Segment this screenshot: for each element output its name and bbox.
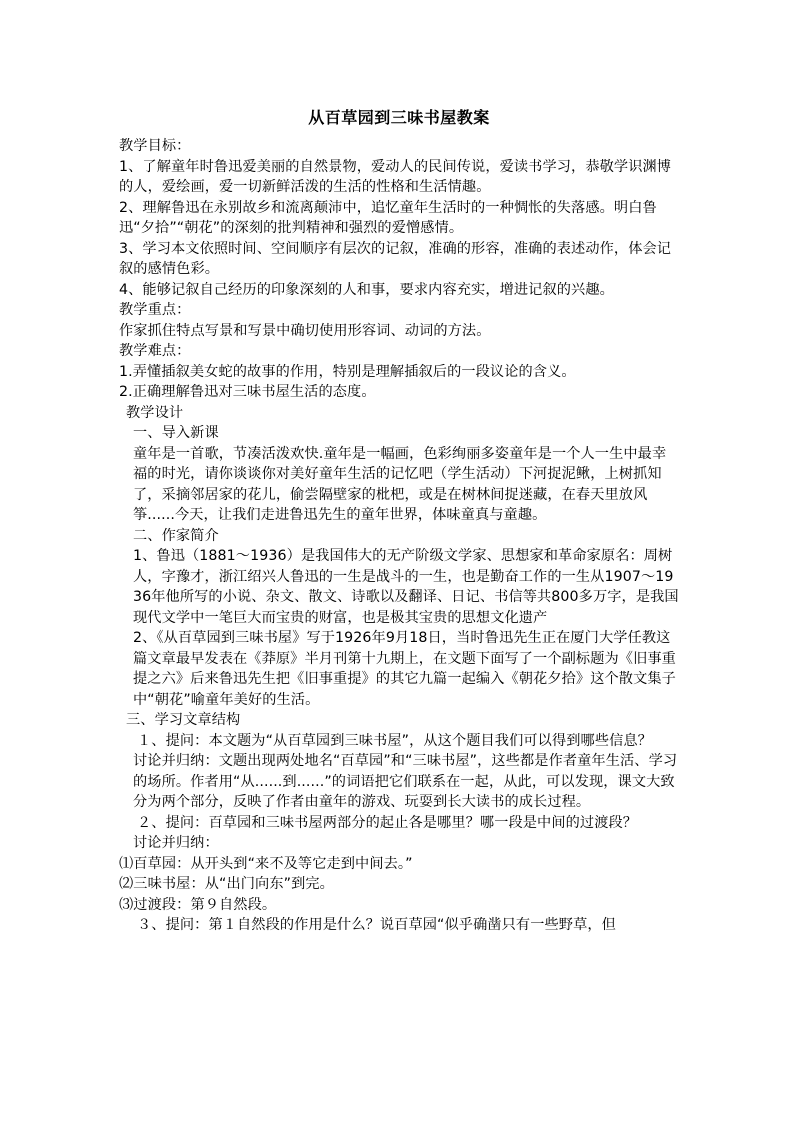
section-heading-author: 二、作家简介 bbox=[133, 527, 219, 544]
section-heading-structure: 三、学习文章结构 bbox=[126, 712, 241, 728]
question-3: ３、提问：第１自然段的作用是什么？说百草园“似乎确凿只有一些野草，但 bbox=[137, 917, 616, 933]
structure-item-3: ⑶过渡段：第９自然段。 bbox=[119, 896, 277, 913]
difficulty-item-2: 2.正确理解鲁迅对三味书屋生活的态度。 bbox=[119, 384, 376, 400]
goal-item-3: 3、学习本文依照时间、空间顺序有层次的记叙，准确的形容，准确的表述动作，体会记叙的感情色彩。 bbox=[119, 240, 672, 277]
intro-paragraph: 童年是一首歌，节凑活泼欢快.童年是一幅画，色彩绚丽多姿童年是一个人一生中最幸福的时光，请你谈谈你对美好童年生活的记忆吧（学生活动）下河捉泥鳅，上树抓知了，采摘邻居家的花儿，偷尝隔壁家的枇杷，或是在树林间捉迷藏，在春天里放风筝......今天，让我们走进鲁迅先生的童年世界，体味童真与童趣。 bbox=[133, 445, 667, 523]
author-paragraph-2: 2、《从百草园到三味书屋》写于1926年9月18日，当时鲁迅先生正在厦门大学任教这篇文章最早发表在《莽原》半月刊第十九期上，在文题下面写了一个副标题为《旧事重提之六》后来鲁迅先生把《旧事重提》的其它九篇一起编入《朝花夕拾》这个散文集子中“朝花”喻童年美好的生活。 bbox=[133, 630, 676, 708]
document-title: 从百草园到三味书屋教案 bbox=[308, 108, 490, 127]
structure-item-2: ⑵三味书屋：从“出门向东”到完。 bbox=[119, 876, 334, 892]
author-paragraph-1: 1、鲁迅（1881～1936）是我国伟大的无产阶级文学家、思想家和革命家原名：周树人，字豫才，浙江绍兴人鲁迅的一生是战斗的一生，也是勤奋工作的一生从1907～1936年他所写的小说、杂文、散文、诗歌以及翻译、日记、书信等共800多万字，是我国现代文学中一笔巨大而宝贵的财富，也是极其宝贵的思想文化遗产 bbox=[133, 548, 679, 626]
document-body bbox=[119, 106, 679, 936]
structure-item-1: ⑴百草园：从开头到“来不及等它走到中间去。” bbox=[119, 855, 413, 872]
question-1: １、提问：本文题为“从百草园到三味书屋”，从这个题目我们可以得到哪些信息？ bbox=[137, 732, 652, 749]
question-2: ２、提问：百草园和三味书屋两部分的起止各是哪里？哪一段是中间的过渡段？ bbox=[137, 814, 638, 831]
heading-key-points: 教学重点： bbox=[119, 302, 191, 318]
heading-teaching-design: 教学设计 bbox=[126, 404, 184, 421]
goal-item-2: 2、理解鲁迅在永别故乡和流离颠沛中，追忆童年生活时的一种惆怅的失落感。明白鲁迅“夕拾”“朝花”的深刻的批判精神和强烈的爱憎感情。 bbox=[119, 199, 657, 236]
heading-teaching-goals: 教学目标： bbox=[119, 138, 191, 154]
goal-item-1: 1、了解童年时鲁迅爱美丽的自然景物，爱动人的民间传说，爱读书学习，恭敬学识渊博的人，爱绘画，爱一切新鲜活泼的生活的性格和生活情趣。 bbox=[119, 158, 672, 195]
discussion-2-heading: 讨论并归纳： bbox=[133, 835, 219, 851]
section-heading-intro: 一、导入新课 bbox=[133, 425, 219, 441]
heading-difficulties: 教学难点： bbox=[119, 343, 191, 359]
goal-item-4: 4、能够记叙自己经历的印象深刻的人和事，要求内容充实，增进记叙的兴趣。 bbox=[119, 281, 614, 298]
difficulty-item-1: 1.弄懂插叙美女蛇的故事的作用，特别是理解插叙后的一段议论的含义。 bbox=[119, 363, 576, 380]
discussion-1: 讨论并归纳：文题出现两处地名“百草园”和“三味书屋”，这些都是作者童年生活、学习的场所。作者用“从......到......”的词语把它们联系在一起，从此，可以发现，课文大致分为两个部分，反映了作者由童年的游戏、玩耍到长大读书的成长过程。 bbox=[133, 753, 678, 810]
key-point-text: 作家抓住特点写景和写景中确切使用形容词、动词的方法。 bbox=[119, 322, 491, 339]
